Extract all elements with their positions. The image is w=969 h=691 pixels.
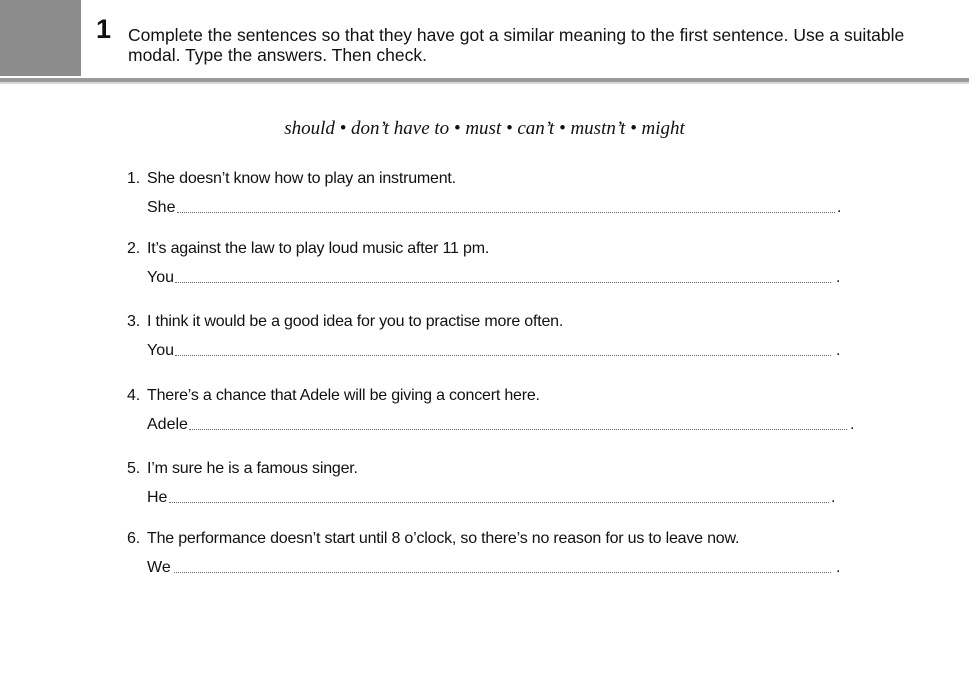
item-prompt-text: She doesn’t know how to play an instrument. [147, 170, 456, 187]
sentence-full-stop: . [836, 269, 841, 286]
answer-starter: Adele [147, 416, 188, 433]
sentence-full-stop: . [836, 342, 841, 359]
answer-starter: He [147, 489, 168, 506]
item-prompt [127, 459, 358, 479]
item-number: 6. [127, 530, 140, 547]
exercise-item-2 [127, 239, 867, 299]
item-prompt [127, 529, 739, 549]
item-number: 5. [127, 460, 140, 477]
answer-starter: We [147, 559, 171, 576]
header-divider-shadow [0, 82, 969, 84]
answer-input-1[interactable] [177, 212, 835, 213]
item-number: 3. [127, 313, 140, 330]
exercise-item-1 [127, 169, 867, 229]
item-prompt-text: The performance doesn’t start until 8 o’clock, so there’s no reason for us to leave now. [147, 530, 740, 547]
answer-input-3[interactable] [175, 355, 831, 356]
exercise-number: 1 [96, 14, 112, 44]
answer-input-5[interactable] [169, 502, 829, 503]
header-grey-block [0, 0, 81, 76]
item-prompt [127, 239, 489, 259]
exercise-item-4 [127, 386, 867, 446]
item-prompt-text: There’s a chance that Adele will be giving a concert here. [147, 387, 540, 404]
exercise-item-5 [127, 459, 867, 519]
sentence-full-stop: . [836, 559, 841, 576]
item-prompt-text: I’m sure he is a famous singer. [147, 460, 358, 477]
answer-starter: You [147, 269, 174, 286]
answer-input-4[interactable] [189, 429, 847, 430]
exercise-header [0, 0, 969, 82]
exercise-item-3 [127, 312, 867, 372]
item-prompt-text: It’s against the law to play loud music after 11 pm. [147, 240, 490, 257]
item-prompt [127, 312, 563, 332]
answer-input-6[interactable] [174, 572, 831, 573]
item-number: 1. [127, 170, 140, 187]
sentence-full-stop: . [831, 489, 836, 506]
sentence-full-stop: . [850, 416, 855, 433]
item-prompt [127, 169, 456, 189]
exercise-item-6 [127, 529, 867, 589]
word-box: should • don’t have to • must • can’t • mustn’t • might [284, 118, 685, 139]
exercise-instructions: Complete the sentences so that they have got a similar meaning to the first sentence. Use a suitable modal. Type the answers. Then check. [128, 25, 905, 65]
answer-starter: She [147, 199, 176, 216]
sentence-full-stop: . [837, 199, 842, 216]
item-number: 2. [127, 240, 140, 257]
answer-input-2[interactable] [175, 282, 831, 283]
item-prompt [127, 386, 540, 406]
item-prompt-text: I think it would be a good idea for you to practise more often. [147, 313, 564, 330]
answer-starter: You [147, 342, 174, 359]
item-number: 4. [127, 387, 140, 404]
